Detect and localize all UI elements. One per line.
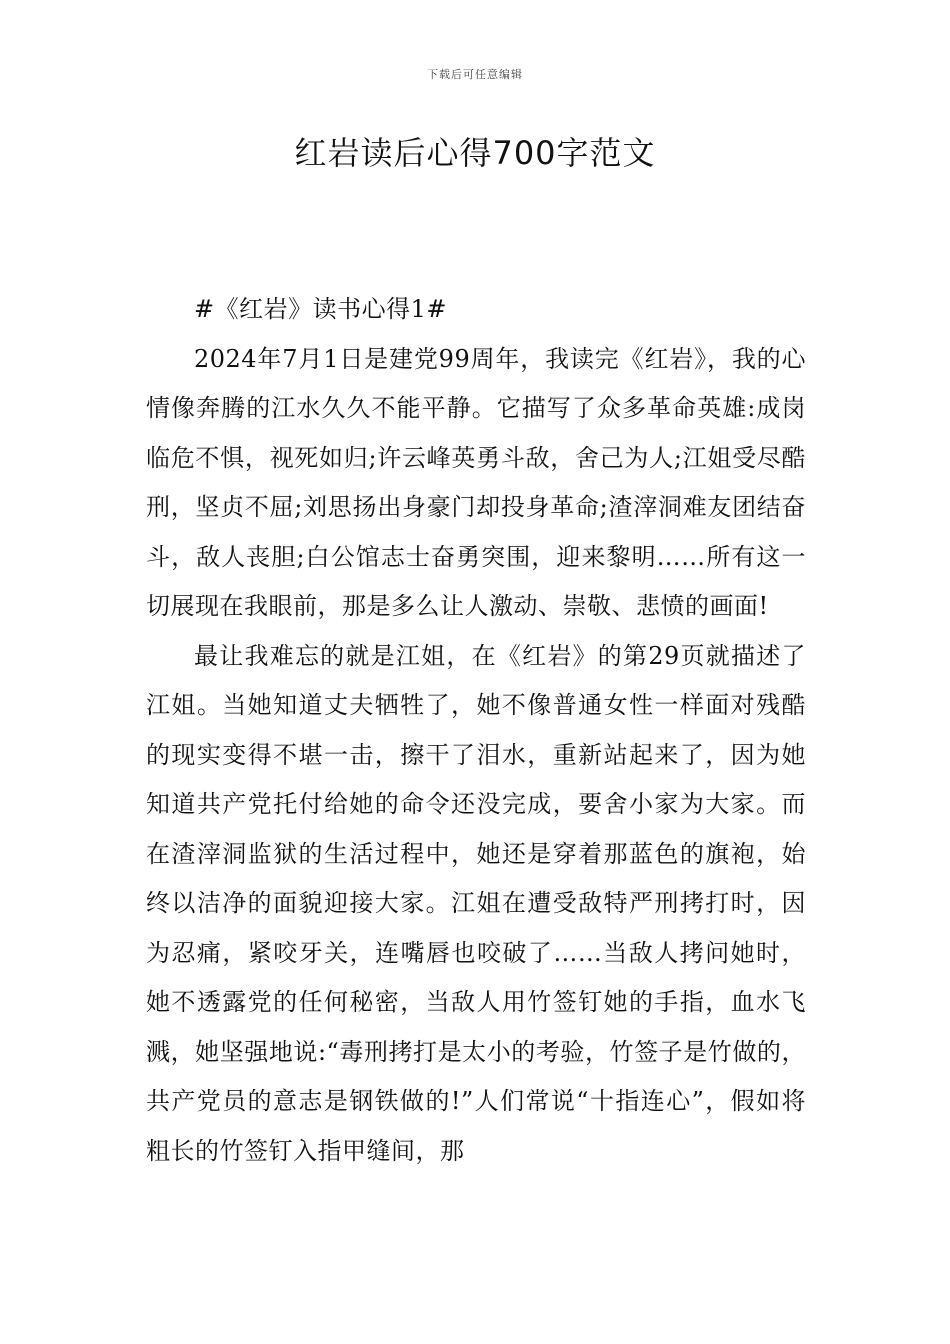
document-title: 红岩读后心得700字范文	[294, 134, 656, 172]
paragraph: 2024年7月1日是建党99周年，我读完《红岩》，我的心情像奔腾的江水久久不能平静。它描写了众多革命英雄:成岗临危不惧，视死如归;许云峰英勇斗敌，舍己为人;江姐受尽酷刑，坚贞不屈;刘思扬出身豪门却投身革命;渣滓洞难友团结奋斗，敌人丧胆;白公馆志士奋勇突围，迎来黎明……所有这一切展现在我眼前，那是多么让人激动、崇敬、悲愤的画面!	[146, 344, 806, 620]
section-heading: #《红岩》读书心得1#	[194, 295, 447, 323]
document-body	[146, 285, 806, 1176]
header-note: 下载后可任意编辑	[427, 68, 523, 81]
paragraph: 最让我难忘的就是江姐，在《红岩》的第29页就描述了江姐。当她知道丈夫牺牲了，她不像普通女性一样面对残酷的现实变得不堪一击，擦干了泪水，重新站起来了，因为她知道共产党托付给她的命令还没完成，要舍小家为大家。而在渣滓洞监狱的生活过程中，她还是穿着那蓝色的旗袍，始终以洁净的面貌迎接大家。江姐在遭受敌特严刑拷打时，因为忍痛，紧咬牙关，连嘴唇也咬破了……当敌人拷问她时，她不透露党的任何秘密，当敌人用竹签钉她的手指，血水飞溅，她坚强地说:“毒刑拷打是太小的考验，竹签子是竹做的，共产党员的意志是钢铁做的!”人们常说“十指连心”，假如将粗长的竹签钉入指甲缝间，那	[146, 641, 806, 1165]
